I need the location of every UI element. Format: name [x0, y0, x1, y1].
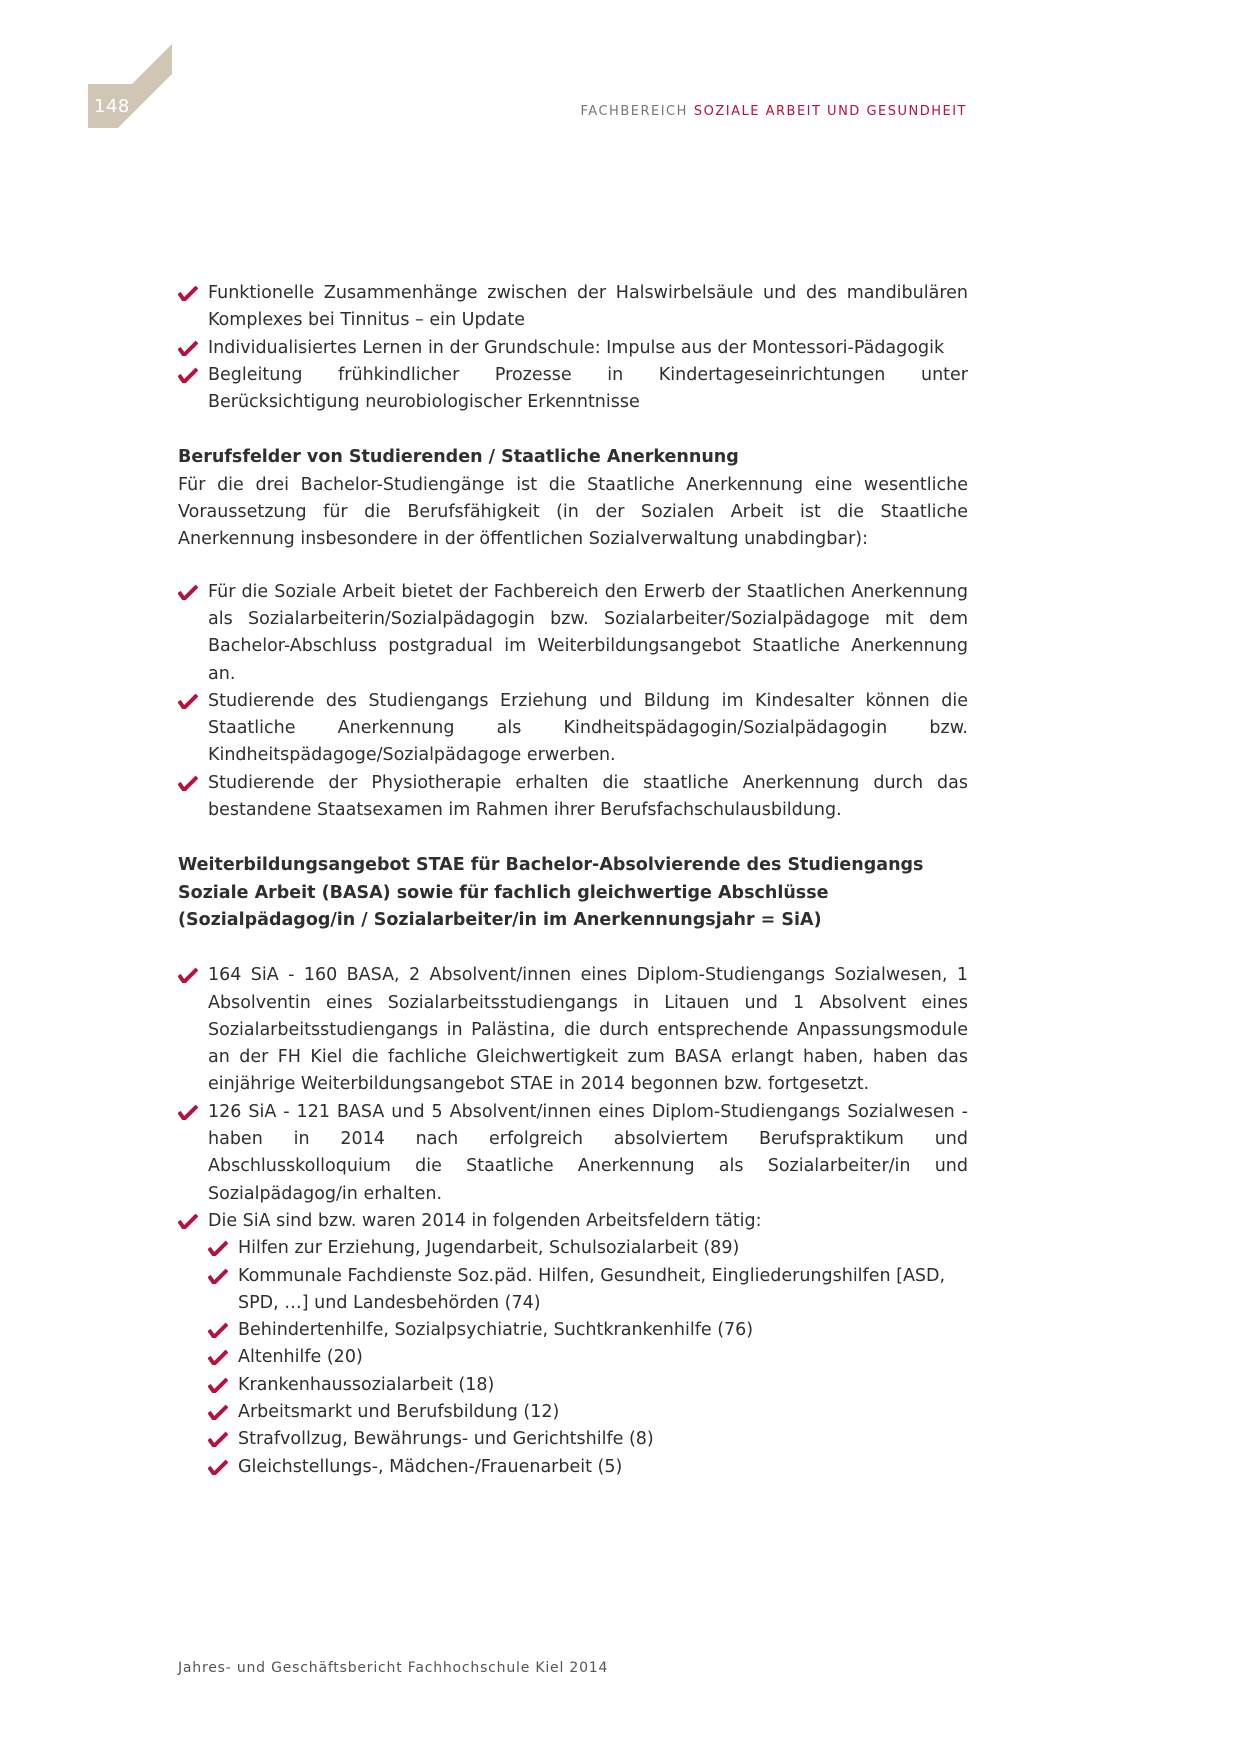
list-item-text: Begleitung frühkindlicher Prozesse in Kindertageseinrichtungen unter Berücksichtigung neurobiologischer Erkenntnisse	[208, 364, 968, 413]
field-item-text: Hilfen zur Erziehung, Jugendarbeit, Schulsozialarbeit (89)	[238, 1238, 740, 1259]
checkmark-icon	[178, 1104, 198, 1120]
page-number: 148	[94, 96, 130, 117]
field-item-text: Gleichstellungs-, Mädchen-/Frauenarbeit (5)	[238, 1456, 623, 1477]
checkmark-icon	[208, 1431, 228, 1447]
field-item	[208, 1317, 968, 1344]
field-item-text: Behindertenhilfe, Sozialpsychiatrie, Suchtkrankenhilfe (76)	[238, 1320, 754, 1341]
list-item-text: Funktionelle Zusammenhänge zwischen der Halswirbelsäule und des mandibulären Komplexes bei Tinnitus – ein Update	[208, 283, 968, 331]
topic-list	[178, 280, 968, 416]
section-intro: Für die drei Bachelor-Studiengänge ist die Staatliche Anerkennung eine wesentliche Voraussetzung für die Berufsfähigkeit (in der Sozialen Arbeit ist die Staatliche Anerkennung insbesondere in der öffentlichen Sozialverwaltung unabdingbar):	[178, 474, 968, 550]
checkmark-icon	[178, 584, 198, 600]
list-item-text: Studierende des Studiengangs Erziehung und Bildung im Kindesalter können die Staatliche Anerkennung als Kindheitspädagogin/Sozialpädagogin bzw. Kindheitspädagoge/Sozialpädagoge erwerben.	[208, 690, 968, 766]
field-item	[208, 1235, 968, 1262]
field-item-text: Krankenhaussozialarbeit (18)	[238, 1374, 495, 1395]
list-item	[178, 579, 968, 688]
checkmark-icon	[178, 367, 198, 383]
checkmark-icon	[208, 1268, 228, 1284]
stae-list	[178, 962, 968, 1481]
list-item	[178, 770, 968, 825]
checkmark-icon	[208, 1240, 228, 1256]
checkmark-icon	[178, 775, 198, 791]
field-item	[208, 1426, 968, 1453]
field-item	[208, 1344, 968, 1371]
list-item-text: 126 SiA - 121 BASA und 5 Absolvent/innen eines Diplom-Studiengangs Sozialwesen - haben in 2014 nach erfolgreich absolviertem Berufspraktikum und Abschlusskolloquium die Staatliche Anerkennung als Sozialarbeiter/in und Sozialpädagog/in erhalten.	[208, 1101, 968, 1204]
checkmark-icon	[208, 1404, 228, 1420]
field-item	[208, 1372, 968, 1399]
list-item	[178, 1208, 968, 1481]
header-section: SOZIALE ARBEIT UND GESUNDHEIT	[693, 104, 967, 119]
checkmark-icon	[178, 340, 198, 356]
list-item-text: Die SiA sind bzw. waren 2014 in folgenden Arbeitsfeldern tätig:	[208, 1210, 762, 1231]
recognition-list	[178, 579, 968, 825]
field-list	[208, 1235, 968, 1481]
list-item-text: Studierende der Physiotherapie erhalten die staatliche Anerkennung durch das bestandene Staatsexamen im Rahmen ihrer Berufsfachschulausbildung.	[208, 772, 968, 821]
section-heading: Weiterbildungsangebot STAE für Bachelor-Absolvierende des Studiengangs Soziale Arbeit (BASA) sowie für fachlich gleichwertige Abschlüsse (Sozialpädagog/in / Sozialarbeiter/in im Anerkennungsjahr = SiA)	[178, 855, 924, 930]
list-item	[178, 335, 968, 362]
list-item	[178, 280, 968, 335]
field-item	[208, 1263, 968, 1318]
list-item-text: 164 SiA - 160 BASA, 2 Absolvent/innen eines Diplom-Studiengangs Sozialwesen, 1 Absolventin eines Sozialarbeitsstudiengangs in Litauen und 1 Absolvent eines Sozialarbeitsstudiengangs in Palästina, die durch entsprechende Anpassungsmodule an der FH Kiel die fachliche Gleichwertigkeit zum BASA erlangt haben, haben das einjährige Weiterbildungsangebot STAE in 2014 begonnen bzw. fortgesetzt.	[208, 965, 968, 1095]
checkmark-icon	[178, 967, 198, 983]
field-item-text: Arbeitsmarkt und Berufsbildung (12)	[238, 1401, 560, 1422]
checkmark-icon	[178, 1213, 198, 1229]
list-item	[178, 1099, 968, 1208]
main-content	[178, 280, 968, 1481]
field-item-text: Altenhilfe (20)	[238, 1347, 363, 1368]
list-item-text: Für die Soziale Arbeit bietet der Fachbereich den Erwerb der Staatlichen Anerkennung als Sozialarbeiterin/Sozialpädagogin bzw. Sozialarbeiter/Sozialpädagoge mit dem Bachelor-Abschluss postgradual im Weiterbildungsangebot Staatliche Anerkennung an.	[208, 581, 968, 684]
field-item-text: Strafvollzug, Bewährungs- und Gerichtshilfe (8)	[238, 1429, 654, 1450]
list-item	[178, 362, 968, 417]
checkmark-icon	[208, 1459, 228, 1475]
header-prefix: FACHBEREICH	[580, 104, 688, 119]
section-heading: Berufsfelder von Studierenden / Staatliche Anerkennung	[178, 447, 739, 468]
page-footer: Jahres- und Geschäftsbericht Fachhochschule Kiel 2014	[178, 1660, 609, 1676]
checkmark-icon	[208, 1349, 228, 1365]
field-item	[208, 1399, 968, 1426]
field-item-text: Kommunale Fachdienste Soz.päd. Hilfen, Gesundheit, Eingliederungshilfen [ASD, SPD, …] und Landesbehörden (74)	[238, 1265, 946, 1313]
checkmark-icon	[208, 1377, 228, 1393]
list-item	[178, 962, 968, 1098]
running-header	[581, 104, 967, 119]
checkmark-icon	[178, 693, 198, 709]
list-item-text: Individualisiertes Lernen in der Grundschule: Impulse aus der Montessori-Pädagogik	[208, 337, 945, 358]
checkmark-icon	[208, 1322, 228, 1338]
checkmark-icon	[178, 285, 198, 301]
list-item	[178, 688, 968, 770]
field-item	[208, 1454, 968, 1481]
